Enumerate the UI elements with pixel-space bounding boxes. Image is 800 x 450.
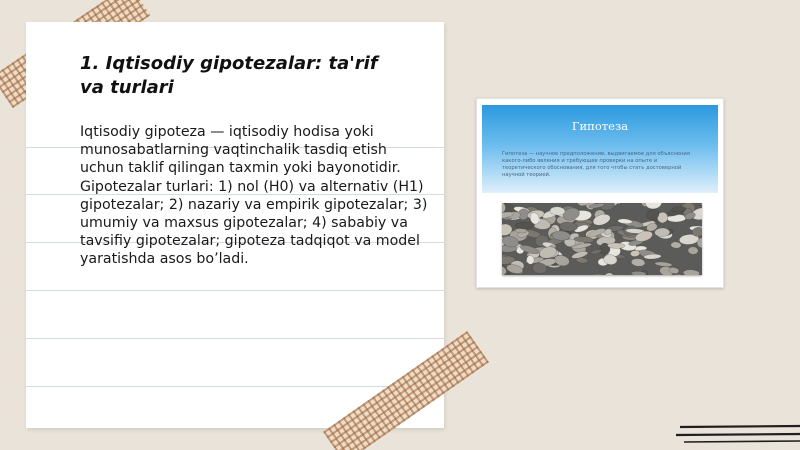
thumbnail-text: Гипотеза — научное предположение, выдвигаемое для объяснения какого-либо явления и требующее проверки на опыте и теоретического обоснования, для того чтобы стать достоверной научной теорией. xyxy=(502,151,690,178)
pebble xyxy=(588,274,607,275)
pebble xyxy=(671,242,682,249)
pebble xyxy=(630,250,640,257)
paper-rule-line xyxy=(26,338,444,339)
thumbnail-title: Гипотеза xyxy=(571,119,629,133)
paper-rule-line xyxy=(26,290,444,291)
pebble xyxy=(607,243,624,249)
pebble xyxy=(645,203,663,210)
slide-title: 1. Iqtisodiy gipotezalar: ta'rif va turlari xyxy=(80,53,378,98)
pebble xyxy=(603,272,615,275)
pebble xyxy=(591,249,602,255)
pebble xyxy=(683,269,700,275)
slide-body-text: Iqtisodiy gipoteza — iqtisodiy hodisa yoki munosabatlarning vaqtinchalik tasdiq etish uchun taklif qilingan taxmin yoki bayonotidir. Gipotezalar turlari: 1) nol (H0) va alternativ (H1) gipotezalar; 2) nazariy va empirik gipotezalar; 3) umumiy va maxsus gipotezalar; 4) sababiy va tavsifiy gipotezalar; gipoteza tadqiqot va model yaratishda asos bo’ladi. xyxy=(80,124,428,268)
lined-paper-note xyxy=(26,22,444,428)
pebbles-photo xyxy=(502,203,702,275)
pebble xyxy=(688,247,699,255)
pebble xyxy=(618,218,633,224)
thumbnail-header xyxy=(482,105,718,193)
pebble xyxy=(631,258,646,267)
pebble xyxy=(655,261,673,267)
paper-rule-line xyxy=(26,386,444,387)
decorative-lines xyxy=(676,422,800,446)
slide-thumbnail-image xyxy=(476,98,724,288)
pebble xyxy=(576,257,588,263)
